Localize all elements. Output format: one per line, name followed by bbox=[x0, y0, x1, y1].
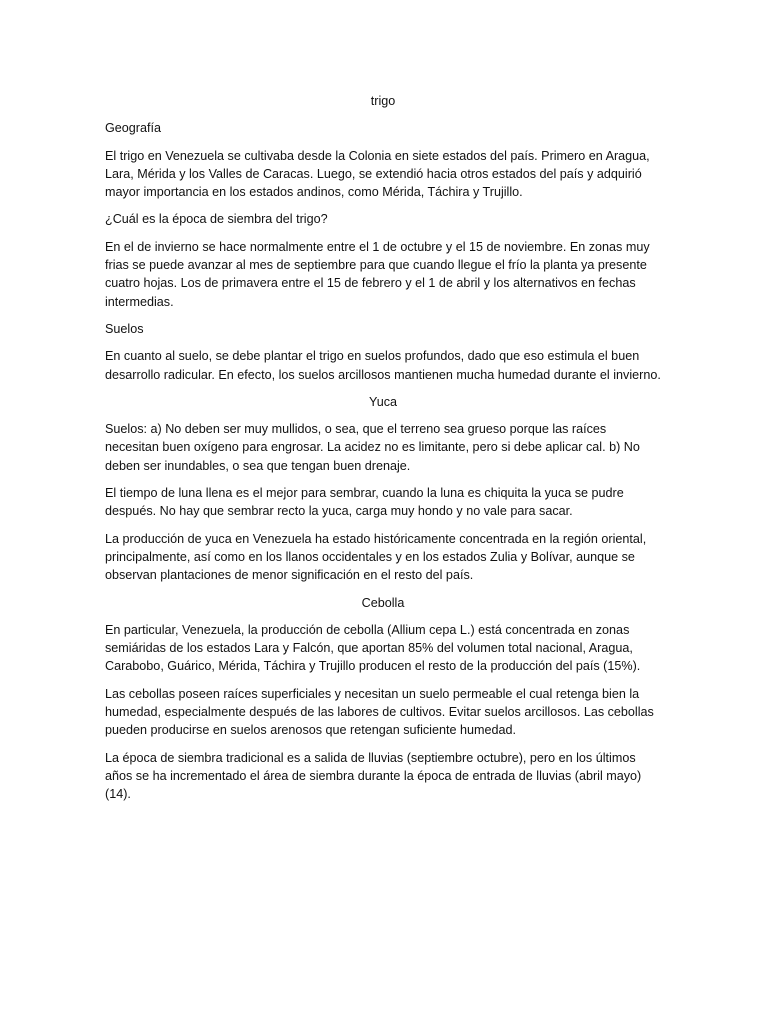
paragraph-siembra-cebolla: La época de siembra tradicional es a salida de lluvias (septiembre octubre), pero en los últimos años se ha incrementado el área de siembra durante la época de entrada de lluvias (abril mayo) (14). bbox=[105, 750, 642, 802]
title-trigo: trigo bbox=[370, 94, 396, 108]
title-cebolla: Cebolla bbox=[361, 595, 405, 610]
title-yuca: Yuca bbox=[368, 394, 397, 409]
heading-suelos: Suelos bbox=[105, 321, 144, 336]
question-epoca-siembra: ¿Cuál es la época de siembra del trigo? bbox=[105, 212, 328, 227]
paragraph-produccion-cebolla: En particular, Venezuela, la producción de cebolla (Allium cepa L.) está concentrada en zonas semiáridas de los estados Lara y Falcón, que aportan 85% del volumen total nacional, Aragua, Carabobo, Guárico, Mérida, Táchira y Trujillo producen el resto de la producción del país (15%). bbox=[105, 622, 641, 674]
paragraph-epoca-siembra: En el de invierno se hace normalmente entre el 1 de octubre y el 15 de noviembre. En zonas muy frias se puede avanzar al mes de septiembre para que cuando llegue el frío la planta ya presente cuatro hojas. Los de primavera entre el 15 de febrero y el 1 de abril y los alternativos en fechas intermedias. bbox=[105, 239, 650, 309]
paragraph-suelos-yuca: Suelos: a) No deben ser muy mullidos, o sea, que el terreno sea grueso porque las raíces necesitan buen oxígeno para engrosar. La acidez no es limitante, pero si debe aplicar cal. b) No deben ser inundables, o sea que tengan buen drenaje. bbox=[105, 422, 640, 473]
paragraph-trigo-geografia: El trigo en Venezuela se cultivaba desde la Colonia en siete estados del país. Primero en Aragua, Lara, Mérida y los Valles de Caracas. Luego, se extendió hacia otros estados del país y adquirió mayor importancia en los estados andinos, como Mérida, Táchira y Trujillo. bbox=[105, 148, 650, 200]
document-page bbox=[105, 92, 661, 813]
paragraph-suelos-cebolla: Las cebollas poseen raíces superficiales y necesitan un suelo permeable el cual retenga bien la humedad, especialmente después de las labores de cultivos. Evitar suelos arcillosos. Las cebollas pueden producirse en suelos arenosos que retengan suficiente humedad. bbox=[105, 686, 654, 738]
heading-geografia: Geografía bbox=[105, 121, 162, 136]
paragraph-produccion-yuca: La producción de yuca en Venezuela ha estado históricamente concentrada en la región oriental, principalmente, así como en los llanos occidentales y en los estados Zulia y Bolívar, aunque se observan plantaciones de menor significación en el resto del país. bbox=[105, 531, 647, 583]
paragraph-suelos-trigo: En cuanto al suelo, se debe plantar el trigo en suelos profundos, dado que eso estimula el buen desarrollo radicular. En efecto, los suelos arcillosos mantienen mucha humedad durante el invierno. bbox=[105, 349, 661, 382]
paragraph-luna-yuca: El tiempo de luna llena es el mejor para sembrar, cuando la luna es chiquita la yuca se pudre después. No hay que sembrar recto la yuca, carga muy hondo y no vale para sacar. bbox=[105, 486, 624, 519]
